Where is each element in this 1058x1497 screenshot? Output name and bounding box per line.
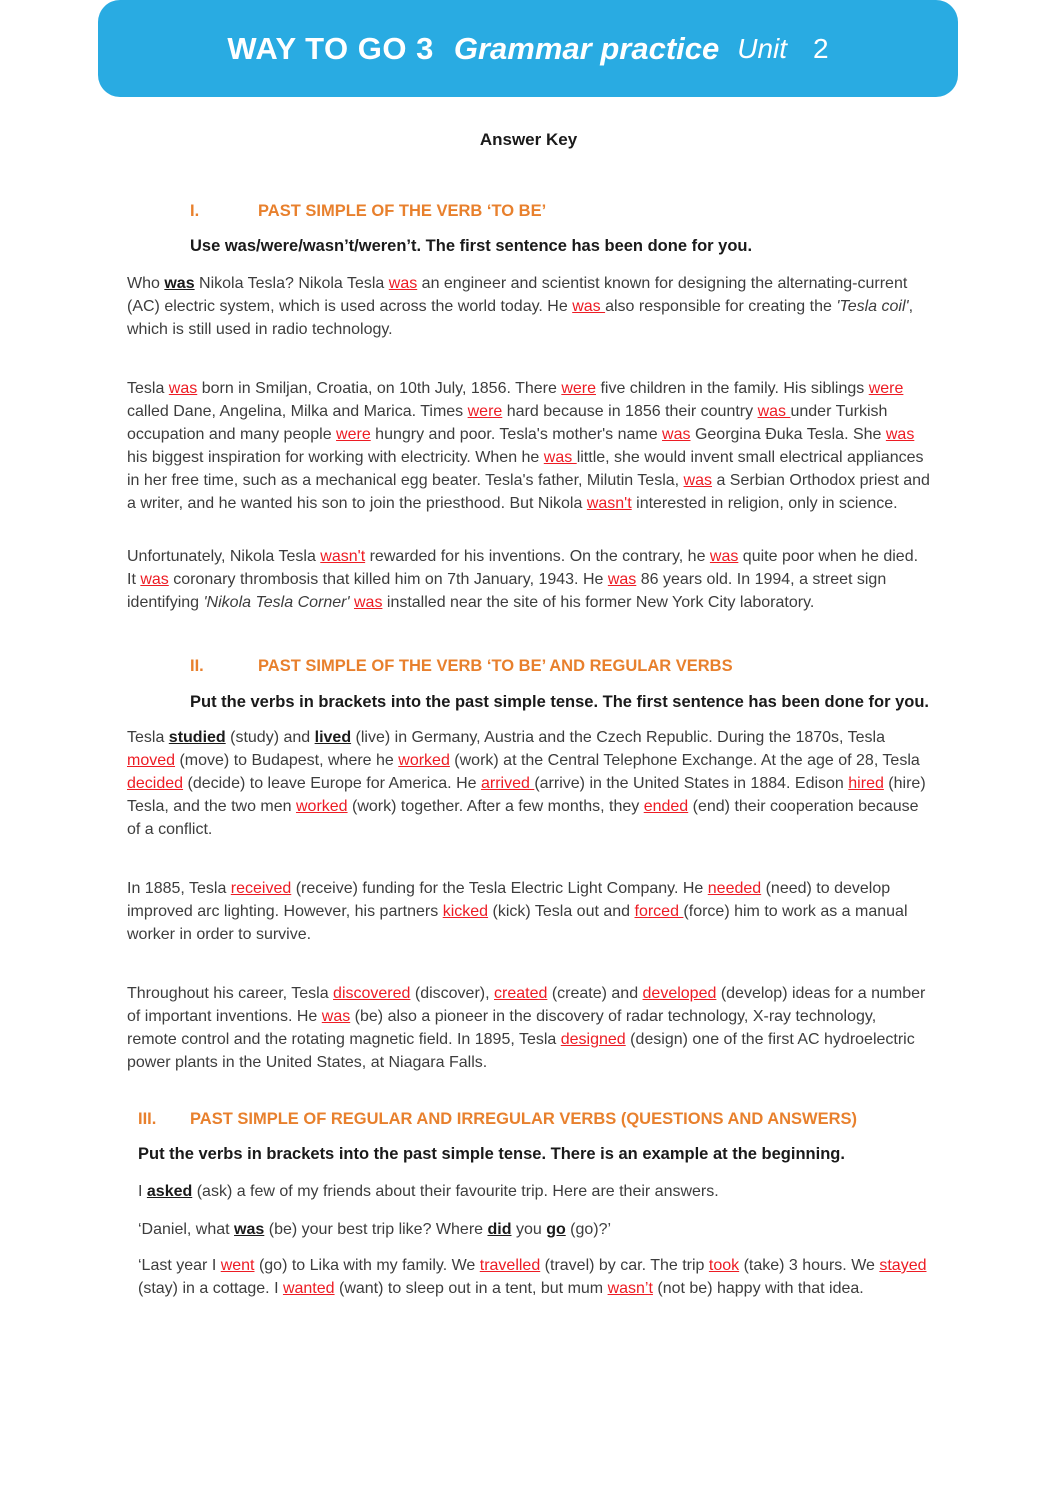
answer-word: worked — [398, 752, 450, 769]
text-run: (want) to sleep out in a tent, but mum — [334, 1280, 608, 1297]
text-run: called Dane, Angelina, Milka and Marica. Times — [127, 403, 468, 420]
text-run: 86 years old. In 1994, a street sign identifying — [127, 571, 887, 611]
section-2-paragraph — [127, 877, 930, 946]
answer-word: was — [683, 472, 712, 489]
text-run: (be) your best trip like? Where — [264, 1221, 488, 1238]
example-word: was — [234, 1221, 265, 1238]
text-run: (move) to Budapest, where he — [175, 752, 399, 769]
text-run: (travel) by car. The trip — [540, 1257, 709, 1274]
text-run: Tesla — [127, 380, 169, 397]
answer-word: travelled — [479, 1257, 541, 1274]
text-run: an engineer and scientist known for designing the alternating-current (AC) electric system, which is used across the world today. He — [127, 275, 908, 315]
header-subtitle: Grammar practice — [453, 31, 720, 66]
text-run: 'Tesla coil' — [836, 298, 909, 315]
text-run: (study) and — [225, 729, 315, 746]
text-run: ‘Last year I — [138, 1257, 221, 1274]
answer-word: wasn’t — [607, 1280, 653, 1297]
answer-word: kicked — [442, 903, 489, 920]
example-word: lived — [314, 729, 352, 746]
text-run: , which is still used in radio technology. — [127, 298, 914, 338]
section-3-instruction: Put the verbs in brackets into the past simple tense. There is an example at the beginning. — [138, 1145, 845, 1163]
text-run: (kick) Tesla out and — [488, 903, 635, 920]
example-word: was — [164, 275, 195, 292]
text-run: (need) to develop improved arc lighting. However, his partners — [127, 880, 891, 920]
section-2-number: II. — [190, 657, 204, 675]
text-run: I — [138, 1183, 147, 1200]
text-run: In 1885, Tesla — [127, 880, 231, 897]
text-run: hard because in 1856 their country — [502, 403, 758, 420]
example-word: asked — [146, 1183, 193, 1200]
section-1-instruction: Use was/were/wasn’t/weren’t. The first sentence has been done for you. — [190, 237, 753, 255]
text-run: Nikola Tesla? Nikola Tesla — [194, 275, 389, 292]
answer-word: forced — [634, 903, 684, 920]
text-run: (go) to Lika with my family. We — [254, 1257, 480, 1274]
example-word: go — [546, 1221, 566, 1238]
text-run: Georgina Đuka Tesla. She — [690, 426, 886, 443]
answer-word: developed — [642, 985, 717, 1002]
answer-word: was — [709, 548, 739, 565]
section-1-paragraph — [127, 545, 930, 614]
section-3-paragraph — [138, 1180, 930, 1203]
answer-word: stayed — [879, 1257, 927, 1274]
section-3-heading — [138, 1108, 930, 1131]
section-3-paragraph — [138, 1254, 930, 1300]
example-word: did — [487, 1221, 512, 1238]
text-run: under Turkish occupation and many people — [127, 403, 888, 443]
text-run: (stay) in a cottage. I — [138, 1280, 283, 1297]
answer-word: moved — [127, 752, 176, 769]
answer-word: was — [140, 571, 169, 588]
text-run: little, she would invent small electrical appliances in her free time, such as a mechanical egg beater. Tesla's father, Milutin Tesla, — [127, 449, 924, 489]
text-run: (decide) to leave Europe for America. He — [183, 775, 481, 792]
answer-word: was — [572, 298, 606, 315]
answer-word: were — [868, 380, 904, 397]
text-run: his biggest inspiration for working with electricity. When he — [127, 449, 544, 466]
answer-word: was — [353, 594, 383, 611]
text-run: ‘Daniel, what — [138, 1221, 235, 1238]
text-run: interested in religion, only in science. — [631, 495, 898, 512]
text-run: (create) and — [547, 985, 643, 1002]
text-run: (work) together. After a few months, they — [347, 798, 644, 815]
section-1-number: I. — [190, 202, 200, 220]
text-run: (arrive) in the United States in 1884. Edison — [534, 775, 849, 792]
section-1-heading — [190, 200, 930, 223]
answer-word: went — [220, 1257, 255, 1274]
text-run: you — [511, 1221, 547, 1238]
section-2-title: PAST SIMPLE OF THE VERB ‘TO BE’ AND REGULAR VERBS — [258, 657, 733, 675]
text-run: (be) also a pioneer in the discovery of radar technology, X-ray technology, remote control and the rotating magnetic field. In 1895, Tesla — [127, 1008, 877, 1048]
section-3-paragraph — [138, 1218, 930, 1241]
section-3-title: PAST SIMPLE OF REGULAR AND IRREGULAR VERBS (QUESTIONS AND ANSWERS) — [190, 1110, 858, 1128]
text-run: born in Smiljan, Croatia, on 10th July, 1856. There — [197, 380, 562, 397]
answer-word: was — [321, 1008, 351, 1025]
text-run: (force) him to work as a manual worker in order to survive. — [127, 903, 908, 943]
text-run: Tesla — [127, 729, 169, 746]
answer-word: took — [708, 1257, 740, 1274]
answer-word: was — [757, 403, 791, 420]
text-run: (ask) a few of my friends about their favourite trip. Here are their answers. — [192, 1183, 719, 1200]
answer-word: arrived — [480, 775, 535, 792]
text-run: (go)?’ — [565, 1221, 612, 1238]
answer-word: were — [561, 380, 596, 397]
answer-word: needed — [707, 880, 762, 897]
answer-word: wanted — [282, 1280, 335, 1297]
text-run: (live) in Germany, Austria and the Czech Republic. During the 1870s, Tesla — [351, 729, 885, 746]
section-2-heading — [190, 655, 930, 678]
text-run: five children in the family. His siblings — [596, 380, 869, 397]
answer-word: decided — [127, 775, 184, 792]
text-run: (not be) happy with that idea. — [652, 1280, 864, 1297]
answer-word: wasn't — [586, 495, 632, 512]
text-run: (end) their cooperation because of a conflict. — [127, 798, 919, 838]
text-run: quite poor when he died. It — [127, 548, 919, 588]
answer-word: worked — [295, 798, 348, 815]
answer-word: wasn't — [320, 548, 366, 565]
answer-word: hired — [848, 775, 884, 792]
example-word: studied — [168, 729, 226, 746]
section-1-title: PAST SIMPLE OF THE VERB ‘TO BE’ — [258, 202, 547, 220]
text-run: (discover), — [410, 985, 494, 1002]
answer-word: designed — [560, 1031, 626, 1048]
text-run: hungry and poor. Tesla's mother's name — [370, 426, 663, 443]
answer-word: created — [494, 985, 548, 1002]
answer-key-title: Answer Key — [479, 130, 578, 149]
text-run: (take) 3 hours. We — [739, 1257, 880, 1274]
answer-word: were — [467, 403, 503, 420]
text-run: a Serbian Orthodox priest and a writer, and he wanted his son to join the priesthood. But Nikola — [127, 472, 930, 512]
section-2-instruction: Put the verbs in brackets into the past simple tense. The first sentence has been done for you. — [190, 693, 930, 711]
answer-word: received — [230, 880, 292, 897]
document-content — [0, 128, 1058, 1300]
text-run: (work) at the Central Telephone Exchange. At the age of 28, Tesla — [449, 752, 920, 769]
text-run: Throughout his career, Tesla — [127, 985, 334, 1002]
text-run: coronary thrombosis that killed him on 7th January, 1943. He — [168, 571, 608, 588]
text-run: Unfortunately, Nikola Tesla — [127, 548, 321, 565]
header-banner — [98, 0, 958, 97]
section-2-paragraph — [127, 726, 930, 841]
section-3-number: III. — [138, 1110, 157, 1128]
text-run: (develop) ideas for a number of important inventions. He — [127, 985, 926, 1025]
section-1-paragraph — [127, 272, 930, 341]
answer-word: was — [543, 449, 577, 466]
answer-word: were — [336, 426, 371, 443]
text-run: 'Nikola Tesla Corner' — [203, 594, 350, 611]
answer-word: was — [607, 571, 637, 588]
answer-word: was — [662, 426, 691, 443]
answer-word: discovered — [333, 985, 411, 1002]
answer-word: was — [885, 426, 915, 443]
text-run: rewarded for his inventions. On the contrary, he — [365, 548, 710, 565]
text-run: also responsible for creating the — [605, 298, 837, 315]
section-2-paragraph — [127, 982, 930, 1074]
text-run: Who — [127, 275, 165, 292]
header-unit-number: 2 — [813, 33, 829, 64]
header-series-title: WAY TO GO 3 — [227, 31, 434, 66]
header-unit-label: Unit — [737, 33, 788, 64]
text-run: (design) one of the first AC hydroelectric power plants in the United States, at Niagara Falls. — [127, 1031, 915, 1071]
text-run: (receive) funding for the Tesla Electric Light Company. He — [291, 880, 708, 897]
text-run: (hire) Tesla, and the two men — [127, 775, 926, 815]
answer-word: was — [168, 380, 198, 397]
section-1-paragraph — [127, 377, 930, 515]
answer-word: was — [388, 275, 418, 292]
text-run: installed near the site of his former New York City laboratory. — [382, 594, 815, 611]
answer-word: ended — [643, 798, 689, 815]
